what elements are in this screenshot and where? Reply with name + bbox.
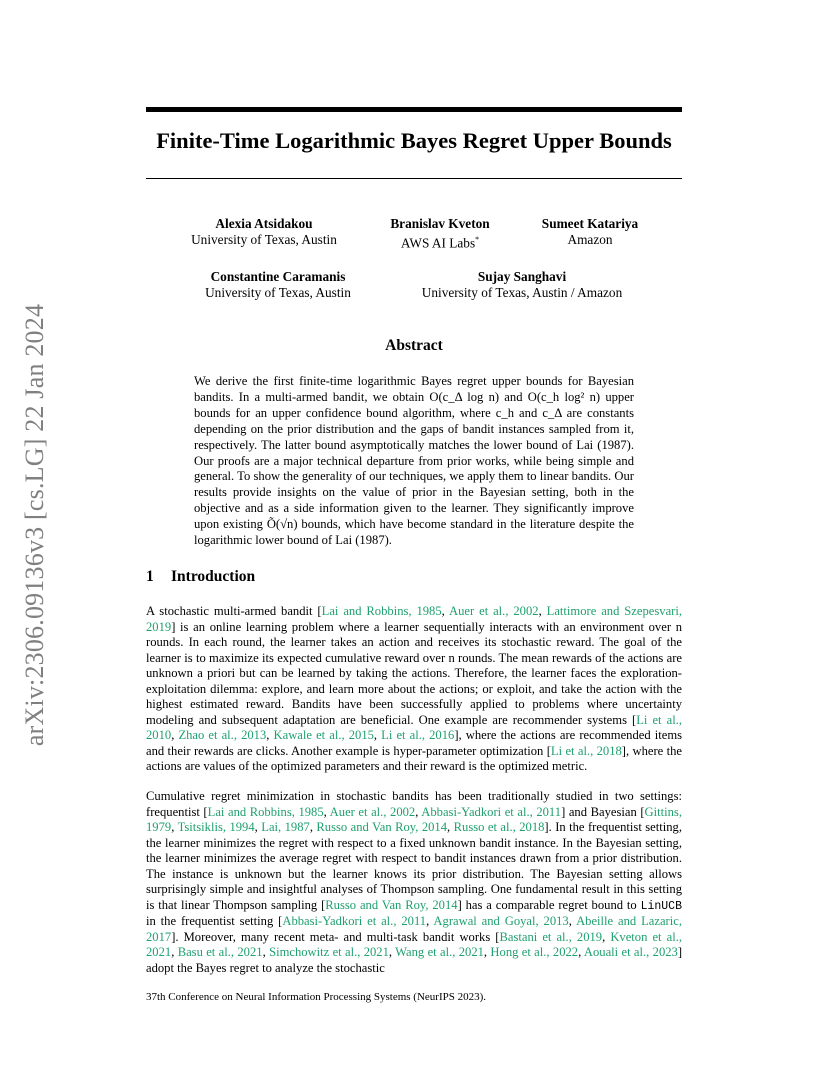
citation-link[interactable]: Lai and Robbins, 1985 [207,804,324,819]
citation-link[interactable]: Abeille and Lazaric, 2017 [146,914,682,944]
citation-link[interactable]: Auer et al., 2002 [449,604,539,618]
citation-link[interactable]: Kveton et al., 2021 [146,929,682,960]
author-name: Sujay Sanghavi [477,269,567,284]
author-name: Branislav Kveton [390,216,490,231]
author-block [190,216,338,248]
citation-link[interactable]: Li et al., 2010 [146,712,682,743]
citation-link[interactable]: Hong et al., 2022 [490,945,579,960]
citation-link[interactable]: Tsitsiklis, 1994 [177,820,255,835]
abstract-body: We derive the first finite-time logarithmic Bayes regret upper bounds for Bayesian bandits. In a multi-armed bandit, we obtain O(c_Δ log n) and O(c_h log² n) upper bounds for an upper confidence bound algorithm, where c_h and c_Δ are constants depending on the prior distribution and the gaps of bandit instances sampled from it, respectively. The latter bound asymptotically matches the lower bound of Lai (1987). Our proofs are a major technical departure from prior works, while being simple and general. To show the generality of our techniques, we apply them to linear bandits. Our results provide insights on the value of prior in the Bayesian setting, both in the objective and as a side information given to the learner. They significantly improve upon existing Õ(√n) bounds, which have become standard in the literature despite the logarithmic lower bound of Lai (1987). [194,374,634,548]
author-block [380,216,500,251]
citation-link[interactable]: Russo and Van Roy, 2014 [316,820,448,835]
title-top-rule [146,107,682,112]
citation-link[interactable]: Li et al., 2018 [550,743,622,758]
citation-link[interactable]: Simchowitz et al., 2021 [269,945,389,960]
citation-link[interactable]: Russo and Van Roy, 2014 [325,897,458,912]
author-block [530,216,650,248]
author-affiliation: University of Texas, Austin [191,232,337,247]
citation-link[interactable]: Lai, 1987 [261,820,310,835]
abstract-heading: Abstract [385,337,443,354]
intro-paragraph: A stochastic multi-armed bandit [Lai and Robbins, 1985, Auer et al., 2002, Lattimore and Szepesvari, 2019] is an online learning problem where a learner sequentially interacts with an environment over n rounds. In each round, the learner takes an action and receives its stochastic reward. The goal of the learner is to maximize its expected cumulative reward over n rounds. The mean rewards of the actions are unknown a priori but can be learned by taking the actions. Therefore, the learner faces the exploration-exploitation dilemma: explore, and learn more about the actions; or exploit, and take the action with the highest estimated reward. Bandits have been successfully applied to problems where uncertainty modeling and subsequent adaptation are beneficial. One example are recommender systems [Li et al., 2010, Zhao et al., 2013, Kawale et al., 2015, Li et al., 2016], where the actions are recommended items and their rewards are clicks. Another example is hyper-parameter optimization [Li et al., 2018], where the actions are values of the optimized parameters and their reward is the optimized metric. [146,604,683,774]
paper-title: Finite-Time Logarithmic Bayes Regret Upper Bounds [156,128,672,153]
citation-link[interactable]: Wang et al., 2021 [395,945,484,960]
citation-link[interactable]: Lai and Robbins, 1985 [321,604,442,618]
citation-link[interactable]: Russo et al., 2018 [453,820,545,835]
section-heading [146,568,255,586]
citation-link[interactable]: Li et al., 2016 [381,728,455,743]
author-affiliation: AWS AI Labs* [400,235,480,251]
author-affiliation: University of Texas, Austin / Amazon [421,285,623,300]
citation-link[interactable]: Basu et al., 2021 [177,945,263,960]
citation-link[interactable]: Gittins, 1979 [146,804,682,835]
author-affiliation: Amazon [567,232,613,247]
code-term: LinUCB [640,899,682,913]
citation-link[interactable]: Abbasi-Yadkori et al., 2011 [282,914,427,929]
author-block [412,269,632,301]
citation-link[interactable]: Lattimore and Szepesvari, 2019 [146,604,682,634]
title-bottom-rule [146,178,682,179]
citation-link[interactable]: Bastani et al., 2019 [499,929,603,944]
citation-link[interactable]: Abbasi-Yadkori et al., 2011 [421,804,562,819]
conference-footnote: 37th Conference on Neural Information Processing Systems (NeurIPS 2023). [146,991,487,1003]
citation-link[interactable]: Auer et al., 2002 [329,804,416,819]
citation-link[interactable]: Agrawal and Goyal, 2013 [433,914,569,929]
author-affiliation: University of Texas, Austin [205,285,351,300]
citation-link[interactable]: Kawale et al., 2015 [273,728,374,743]
author-name: Sumeet Katariya [541,216,639,231]
author-name: Constantine Caramanis [210,269,346,284]
section-number: 1 [146,568,154,585]
author-name: Alexia Atsidakou [215,216,313,231]
intro-paragraph: Cumulative regret minimization in stochastic bandits has been traditionally studied in two settings: frequentist [Lai and Robbins, 1985, Auer et al., 2002, Abbasi-Yadkori et al., 2011] and Bayesian [Gittins, 1979, Tsitsiklis, 1994, Lai, 1987, Russo and Van Roy, 2014, Russo et al., 2018]. In the frequentist setting, the learner minimizes the regret with respect to a fixed unknown bandit instance. In the Bayesian setting, the learner minimizes the average regret with respect to bandit instances drawn from a prior distribution. The instance is unknown but the learner knows its prior distribution. The Bayesian setting allows surprisingly simple and insightful analyses of Thompson sampling. One fundamental result in this setting is that linear Thompson sampling [Russo and Van Roy, 2014] has a comparable regret bound to LinUCB in the frequentist setting [Abbasi-Yadkori et al., 2011, Agrawal and Goyal, 2013, Abeille and Lazaric, 2017]. Moreover, many recent meta- and multi-task bandit works [Bastani et al., 2019, Kveton et al., 2021, Basu et al., 2021, Simchowitz et al., 2021, Wang et al., 2021, Hong et al., 2022, Aouali et al., 2023] adopt the Bayes regret to analyze the stochastic [146,789,683,976]
citation-link[interactable]: Aouali et al., 2023 [583,945,678,960]
citation-link[interactable]: Zhao et al., 2013 [178,728,267,743]
section-title: Introduction [171,568,256,585]
author-block [200,269,356,301]
